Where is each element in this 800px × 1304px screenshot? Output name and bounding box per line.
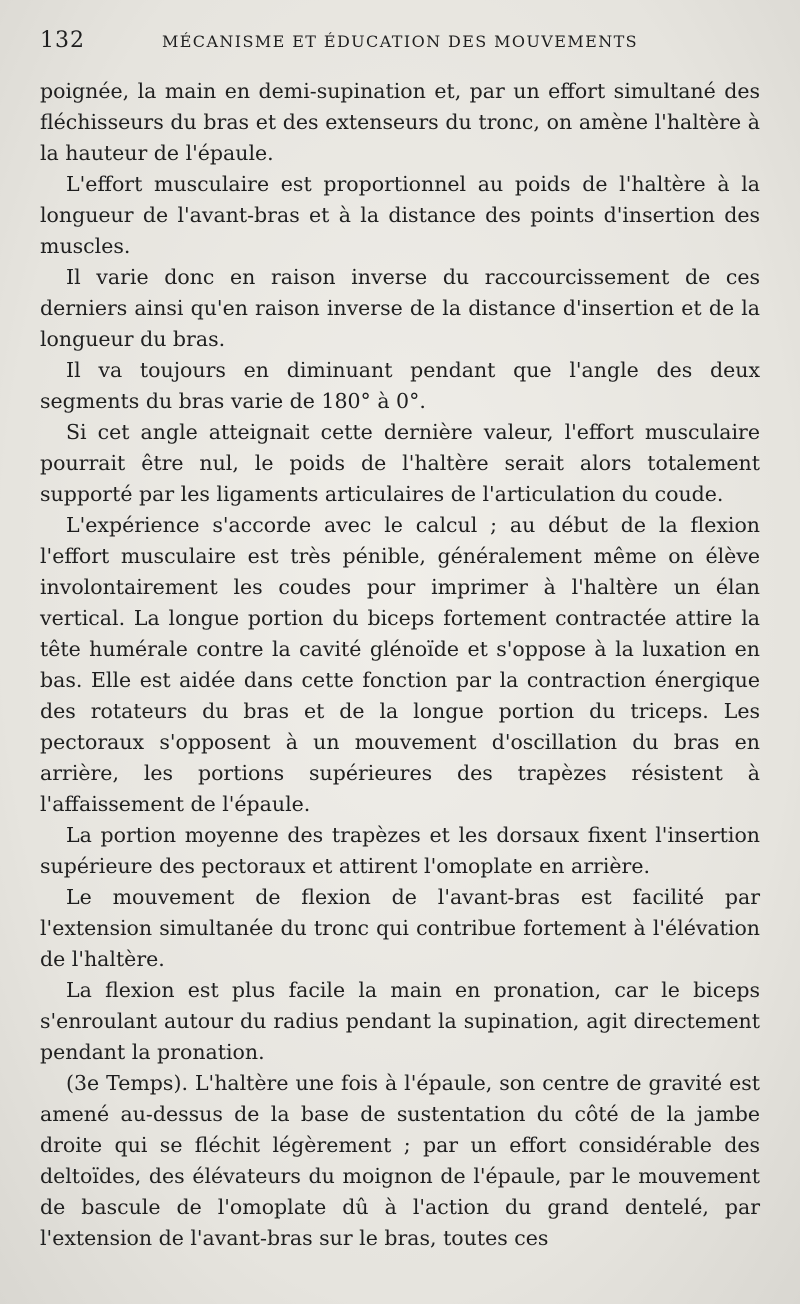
page-header [40,28,760,68]
paragraph: L'expérience s'accorde avec le calcul ; au début de la flexion l'effort musculaire est très pénible, généralement même on élève involontairement les coudes pour imprimer à l'haltère un élan vertical. La longue portion du biceps fortement contractée attire la tête humérale contre la cavité glénoïde et s'oppose à la luxation en bas. Elle est aidée dans cette fonction par la contraction énergique des rotateurs du bras et de la longue portion du triceps. Les pectoraux s'opposent à un mouvement d'oscillation du bras en arrière, les portions supérieures des trapèzes résistent à l'affaissement de l'épaule. [40,513,760,816]
paragraph: poignée, la main en demi-supination et, par un effort simultané des fléchisseurs du bras et des extenseurs du tronc, on amène l'haltère à la hauteur de l'épaule. [40,79,760,165]
paragraph: Il va toujours en diminuant pendant que l'angle des deux segments du bras varie de 180° à 0°. [40,358,760,413]
running-head: MÉCANISME ET ÉDUCATION DES MOUVEMENTS [161,32,639,51]
page-number: 132 [40,28,85,53]
paragraph: Il varie donc en raison inverse du raccourcissement de ces derniers ainsi qu'en raison inverse de la distance d'insertion et de la longueur du bras. [40,265,760,351]
body-text [40,76,760,1254]
paragraph: La flexion est plus facile la main en pronation, car le biceps s'enroulant autour du radius pendant la supination, agit directement pendant la pronation. [40,978,760,1064]
paragraph: Le mouvement de flexion de l'avant-bras est facilité par l'extension simultanée du tronc qui contribue fortement à l'élévation de l'haltère. [40,885,760,971]
paragraph: Si cet angle atteignait cette dernière valeur, l'effort musculaire pourrait être nul, le poids de l'haltère serait alors totalement supporté par les ligaments articulaires de l'articulation du coude. [40,420,760,506]
paragraph: La portion moyenne des trapèzes et les dorsaux fixent l'insertion supérieure des pectoraux et attirent l'omoplate en arrière. [40,823,760,878]
paragraph: (3e Temps). L'haltère une fois à l'épaule, son centre de gravité est amené au-dessus de la base de sustentation du côté de la jambe droite qui se fléchit légèrement ; par un effort considérable des deltoïdes, des élévateurs du moignon de l'épaule, par le mouvement de bascule de l'omoplate dû à l'action du grand dentelé, par l'extension de l'avant-bras sur le bras, toutes ces [40,1071,760,1250]
paragraph: L'effort musculaire est proportionnel au poids de l'haltère à la longueur de l'avant-bras et à la distance des points d'insertion des muscles. [40,172,760,258]
